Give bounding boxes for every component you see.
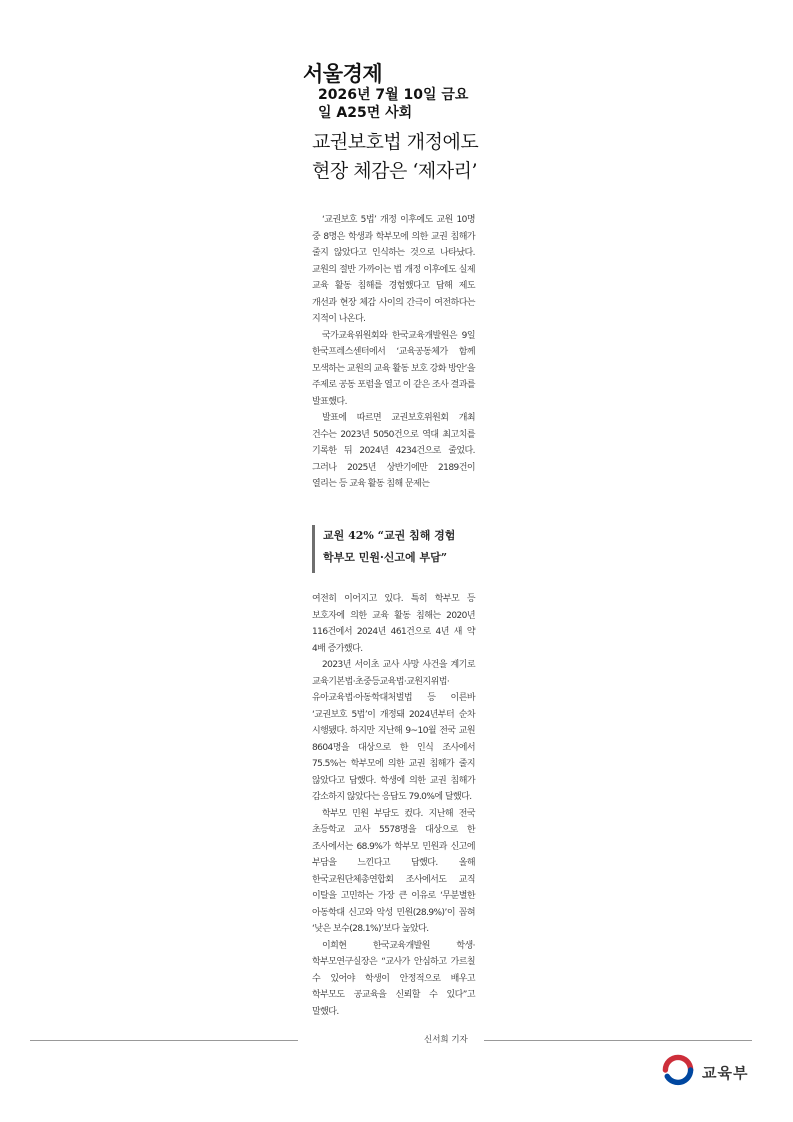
paragraph: ‘교권보호 5법’ 개정 이후에도 교원 10명 중 8명은 학생과 학부모에 의한 교권 침해가 줄지 않았다고 인식하는 것으로 나타났다. 교원의 절반 가까이는 법 개정 이후에도 실제 교육 활동 침해를 경험했다고 답해 제도 개선과 현장 체감 사이의 간극이 여전하다는 지적이 나온다.	[312, 215, 475, 324]
subheadline-line-2: 학부모 민원·신고에 부담”	[323, 551, 448, 564]
article-column-upper	[312, 212, 475, 493]
paragraph: 국가교육위원회와 한국교육개발원은 9일 한국프레스센터에서 ‘교육공동체가 함께 모색하는 교원의 교육 활동 보호 강화 방안’을 주제로 공동 포럼을 열고 이 같은 조사 결과를 발표했다.	[312, 330, 475, 407]
headline-line-2: 현장 체감은 ‘제자리’	[312, 160, 477, 182]
paragraph: 발표에 따르면 교권보호위원회 개최 건수는 2023년 5050건으로 역대 최고치를 기록한 뒤 2024년 4234건으로 줄었다. 그러나 2025년 상반기에만 2189건이 열리는 등 교육 활동 침해 문제는	[312, 413, 475, 489]
paragraph: 2023년 서이초 교사 사망 사건을 계기로 교육기본법·초중등교육법·교원지위법·유아교육법·아동학대처벌법 등 이른바 ‘교권보호 5법’이 개정돼 2024년부터 순차 시행됐다. 하지만 지난해 9~10월 전국 교원 8604명을 대상으로 한 인식 조사에서 75.5%는 학부모에 의한 교권 침해가 줄지 않았다고 답했다. 학생에 의한 교권 침해가 감소하지 않았다는 응답도 79.0%에 달했다.	[312, 660, 475, 802]
subheadline-line-1: 교원 42% “교권 침해 경험	[323, 529, 456, 542]
headline-line-1: 교권보호법 개정에도	[312, 131, 479, 153]
article-column-lower	[312, 591, 475, 1020]
paragraph: 학부모 민원 부담도 컸다. 지난해 전국 초등학교 교사 5578명을 대상으로 한 조사에서는 68.9%가 학부모 민원과 신고에 부담을 느낀다고 답했다. 올해 한국교원단체총연합회 조사에서도 교직 이탈을 고민하는 가장 큰 이유로 ‘무분별한 아동학대 신고와 악성 민원(28.9%)’이 꼽혀 ‘낮은 보수(28.1%)’보다 높았다.	[312, 808, 475, 934]
publication-name: 서울경제	[303, 62, 383, 86]
footer-divider-left	[30, 1040, 298, 1041]
paragraph: 이희현 한국교육개발원 학생·학부모연구실장은 “교사가 안심하고 가르칠 수 있어야 학생이 안정적으로 배우고 학부모도 공교육을 신뢰할 수 있다”고 말했다.	[312, 940, 475, 1017]
taegeuk-icon	[660, 1052, 696, 1092]
logo-text: 교육부	[702, 1063, 749, 1082]
subheadline	[312, 525, 498, 573]
dateline-line-1: 2026년 7월 10일 금요	[318, 87, 469, 103]
footer-divider-right	[484, 1040, 752, 1041]
paragraph: 여전히 이어지고 있다. 특히 학부모 등 보호자에 의한 교육 활동 침해는 2020년 116건에서 2024년 461건으로 4년 새 약 4배 증가했다.	[312, 594, 475, 654]
ministry-logo	[660, 1052, 748, 1092]
headline	[312, 128, 512, 186]
dateline-line-2: 일 A25면 사회	[318, 105, 413, 121]
byline: 신서희 기자	[424, 1035, 468, 1045]
dateline	[318, 86, 488, 122]
